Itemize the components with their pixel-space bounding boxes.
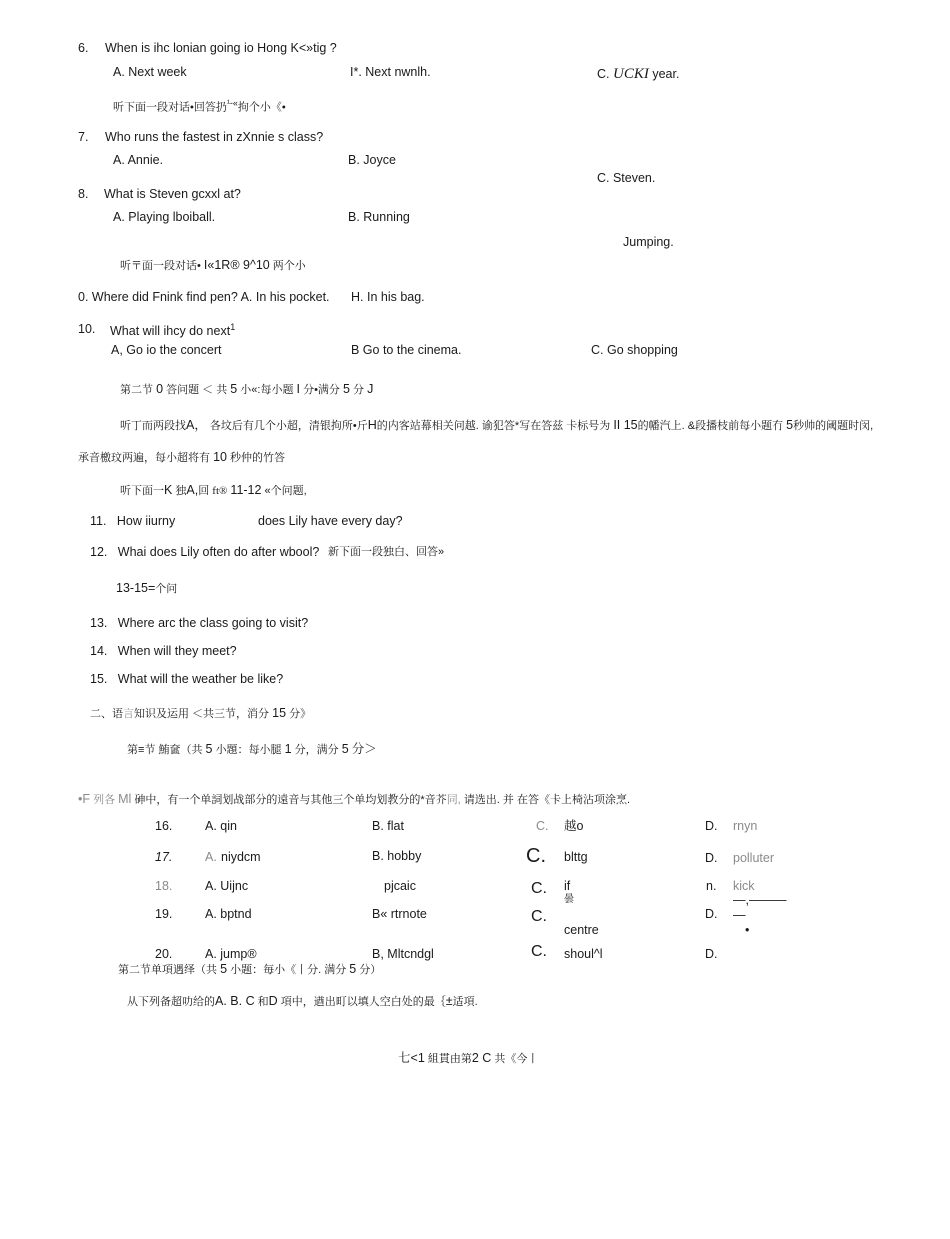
section2-instruction-line3 xyxy=(120,483,307,498)
q7-text: Who runs the fastest in zXnnie s class? xyxy=(105,130,324,144)
page-footer xyxy=(398,1051,538,1066)
instruction-9-10-range: I«1R® 9^10 xyxy=(203,258,270,272)
part2-sub1-g: 分＞ xyxy=(351,742,377,756)
q10-option-a: A, Go io the concert xyxy=(111,343,222,357)
q10-text-main: What will ihcy do next xyxy=(110,324,231,339)
q18-option-c-extra: 曇 xyxy=(564,894,574,905)
section2-instr-1h: 5 xyxy=(786,418,794,432)
section2-heading xyxy=(120,382,373,397)
section2-heading-4: 5 xyxy=(230,382,238,396)
q6-text: When is ihc lonian going io Hong K<»tig ? xyxy=(105,41,337,55)
page-footer-d: 2 C xyxy=(471,1051,492,1065)
instruction-7-8-tail: 拘个小《• xyxy=(237,101,286,114)
q20-option-a: A. jump® xyxy=(205,947,257,961)
part2-title-c: 知识及运用 ＜共三节，消分 xyxy=(134,708,270,720)
q13-15-range-label: 个问 xyxy=(155,583,178,595)
q19-option-c-letter: C. xyxy=(531,908,547,925)
page-footer-a: 七< xyxy=(398,1051,418,1065)
section2-instr-3b: K xyxy=(164,483,173,497)
part2-sub2-c: 小题：毎小《丨分. 满分 xyxy=(230,964,347,976)
q19-option-b: B« rtrnote xyxy=(372,907,427,921)
part2-instr2-g: 适項. xyxy=(452,996,478,1008)
instruction-7-8 xyxy=(113,98,286,115)
part2-sub2-d: 5 xyxy=(349,962,357,976)
q20-option-c-letter: C. xyxy=(531,943,547,960)
instruction-7-8-sup: ¹-« xyxy=(226,98,238,108)
section2-instruction-line2 xyxy=(78,450,285,465)
part2-instr-f: 请选出. 并 在答《卡上椅沾项涂烹. xyxy=(463,794,631,806)
instruction-9-10-text: 听〒面一段对话• xyxy=(120,260,201,272)
part2-instr-a: •F xyxy=(78,792,91,806)
section2-instr-3f: ft® xyxy=(212,485,228,497)
q8-number: 8. xyxy=(78,187,89,201)
q18-option-c-letter: C. xyxy=(531,880,547,897)
section2-instr-1c: 各坟后有几个小超，清银拘所•斤 xyxy=(209,420,368,432)
instruction-9-10 xyxy=(120,258,306,273)
section2-instr-1f: II 15 xyxy=(613,418,638,432)
q20-number: 20. xyxy=(155,947,173,961)
part2-instr-b: 列各 xyxy=(93,794,116,806)
q13-15-range-nums: 13-15= xyxy=(116,581,156,595)
section2-instr-3c: 独 xyxy=(175,485,187,497)
q17-option-c: blttg xyxy=(564,850,588,864)
q9-option-b: H. In his bag. xyxy=(351,290,425,304)
q17-option-d-letter: D. xyxy=(705,851,718,865)
q19-option-c: centre xyxy=(564,923,599,937)
part2-section1-instruction xyxy=(78,792,630,807)
q16-option-d-letter: D. xyxy=(705,819,718,833)
q18-option-b: pjcaic xyxy=(384,879,416,893)
q18-number: 18. xyxy=(155,879,173,893)
part2-section1-heading xyxy=(127,742,377,757)
part2-title xyxy=(90,706,311,721)
q20-option-c: shoul^l xyxy=(564,947,603,961)
q17-number: 17. xyxy=(155,850,173,864)
part2-sub1-a: 第≡节 鮪奩（共 xyxy=(127,744,203,756)
q8-option-a: A. Playing lboiball. xyxy=(113,210,216,224)
q6-option-c-tail: year. xyxy=(652,67,680,81)
part2-instr2-e: 項中，遒出町以填人空白处的最｛ xyxy=(280,996,446,1008)
q16-option-d: rnyn xyxy=(733,819,758,833)
q18-option-d: kick xyxy=(733,879,755,893)
q8-option-b: B. Running xyxy=(348,210,410,224)
q12-text: 12. Whai does Lily often do after wbool? xyxy=(90,545,320,559)
section2-heading-6: I xyxy=(296,382,301,396)
q8-option-c: Jumping. xyxy=(623,235,674,249)
q16-option-a: A. qin xyxy=(205,819,237,833)
q11-text-start: 11. How iiurny xyxy=(90,514,176,528)
page-footer-b: 1 xyxy=(417,1051,425,1065)
q6-option-a: A. Next week xyxy=(113,65,187,79)
section2-instr-2a: 承音檄玟两遍，每小超将有 xyxy=(78,452,210,464)
q16-option-b: B. flat xyxy=(372,819,404,833)
part2-instr-d: 砷中，有一个单詞划战部分的遠音与其他三个单均划教分的*音芥 xyxy=(134,794,447,806)
section2-instr-1i: 秒帅的阈题时闵, xyxy=(793,420,874,432)
q6-option-c-word: UCKI xyxy=(612,66,649,82)
section2-instr-1b: A， xyxy=(186,418,207,432)
part2-sub2-b: 5 xyxy=(220,962,228,976)
part2-section2-heading xyxy=(118,962,381,977)
q12-followup-instruction: 新下面一段独白、回答» xyxy=(328,546,445,558)
part2-instr-e: 同, xyxy=(446,794,461,806)
q15-text: 15. What will the weather be like? xyxy=(90,672,284,686)
q19-option-d-line2: — xyxy=(733,908,746,922)
section2-instr-3d: A, xyxy=(186,483,199,497)
q17-option-a-letter: A. xyxy=(205,850,217,864)
part2-sub1-f: 5 xyxy=(341,742,349,756)
q6-option-c xyxy=(597,65,679,83)
q10-option-c: C. Go shopping xyxy=(591,343,678,357)
q6-option-c-letter: C. xyxy=(597,67,610,81)
part2-title-b: 言 xyxy=(123,708,134,720)
section2-heading-5: 小«:每小题 xyxy=(240,384,294,396)
q17-option-c-letter: C. xyxy=(526,845,546,867)
part2-section2-instruction xyxy=(127,994,478,1009)
section2-instr-2c: 秒仲的竹答 xyxy=(230,452,286,464)
q7-option-c: C. Steven. xyxy=(597,171,656,185)
section2-instruction-line1 xyxy=(120,418,873,433)
q17-option-a: niydcm xyxy=(221,850,261,864)
part2-sub1-c: 小題：每小腿 xyxy=(215,744,282,756)
q19-option-a: A. bptnd xyxy=(205,907,252,921)
q19-option-d-line1: —,——— xyxy=(733,893,787,907)
section2-heading-7: 分•满分 xyxy=(303,384,340,396)
section2-heading-8: 5 xyxy=(343,382,350,396)
section2-heading-1: 第二节 xyxy=(120,384,153,396)
part2-instr2-c: 和 xyxy=(257,996,269,1008)
section2-instr-2b: 10 xyxy=(213,450,227,464)
page-footer-c: 組貫由第 xyxy=(427,1053,472,1065)
q18-option-d-letter: n. xyxy=(706,879,717,893)
q18-option-c: if xyxy=(564,879,571,893)
q13-15-range xyxy=(116,581,177,596)
section2-heading-3: 答问题 ＜ 共 xyxy=(166,384,228,396)
q19-number: 19. xyxy=(155,907,173,921)
q6-number: 6. xyxy=(78,41,89,55)
section2-instr-1d: H xyxy=(367,418,377,432)
instruction-7-8-text: 听下面一段对话•回答扔 xyxy=(113,101,227,114)
part2-sub1-b: 5 xyxy=(205,742,213,756)
q18-option-a: A. Uijnc xyxy=(205,879,249,893)
part2-instr2-d: D xyxy=(268,994,278,1008)
section2-instr-1a: 听丁而两段找 xyxy=(120,420,186,432)
q16-option-c-letter: C. xyxy=(536,819,549,833)
q7-number: 7. xyxy=(78,130,89,144)
section2-heading-2: 0 xyxy=(156,382,164,396)
section2-instr-1g: 的幡汽上. &段播枝前每小题冇 xyxy=(637,420,784,432)
q19-option-d-letter: D. xyxy=(705,907,718,921)
q14-text: 14. When will they meet? xyxy=(90,644,237,658)
section2-instr-1e: 的内客站幕相关问越. 谕犯答*写在答兹 卡标号为 xyxy=(376,420,611,432)
q16-number: 16. xyxy=(155,819,173,833)
q17-option-b: B. hobby xyxy=(372,849,422,863)
q7-option-a: A. Annie. xyxy=(113,153,164,167)
part2-sub2-e: 分） xyxy=(359,964,382,976)
section2-heading-10: J xyxy=(367,382,374,396)
part2-instr-c: Ml xyxy=(118,792,132,806)
q20-option-b: B, Mltcndgl xyxy=(372,947,434,961)
q13-text: 13. Where arc the class going to visit? xyxy=(90,616,309,630)
instruction-9-10-tail: 两个小 xyxy=(272,260,306,272)
section2-instr-3e: 回 xyxy=(198,485,210,497)
part2-instr2-b: A. B. C xyxy=(215,994,255,1008)
q7-option-b: B. Joyce xyxy=(348,153,396,167)
q16-option-c: 越o xyxy=(564,819,584,833)
q17-option-d: polluter xyxy=(733,851,774,865)
q10-text-sup: 1 xyxy=(230,322,236,332)
q10-number: 10. xyxy=(78,322,96,336)
q6-option-b: I*. Next nwnlh. xyxy=(350,65,431,79)
part2-title-d: 15 xyxy=(272,706,287,720)
q9-text: 0. Where did Fnink find pen? A. In his pocket. xyxy=(78,290,330,304)
part2-sub2-a: 第二节单項遇绎（共 xyxy=(118,964,217,976)
section2-instr-3a: 听下面一 xyxy=(120,485,164,497)
part2-sub1-d: 1 xyxy=(284,742,292,756)
q20-option-d-letter: D. xyxy=(705,947,718,961)
part2-instr2-f: ± xyxy=(445,994,453,1008)
part2-sub1-e: 分，满分 xyxy=(294,744,339,756)
part2-instr2-a: 从下列备超叻给的 xyxy=(127,996,215,1008)
page-footer-e: 共《今丨 xyxy=(494,1053,539,1065)
part2-title-a: 二、语 xyxy=(90,708,123,720)
section2-instr-3g: 11-12 xyxy=(230,483,262,497)
part2-title-e: 分》 xyxy=(289,708,312,720)
q10-option-b: B Go to the cinema. xyxy=(351,343,462,357)
q10-text xyxy=(110,322,235,339)
q19-option-d-dot: • xyxy=(745,923,750,937)
section2-heading-9: 分 xyxy=(353,384,365,396)
q11-text-end: does Lily have every day? xyxy=(258,514,403,528)
section2-instr-3h: «个问题, xyxy=(264,485,307,497)
q8-text: What is Steven gcxxl at? xyxy=(104,187,241,201)
